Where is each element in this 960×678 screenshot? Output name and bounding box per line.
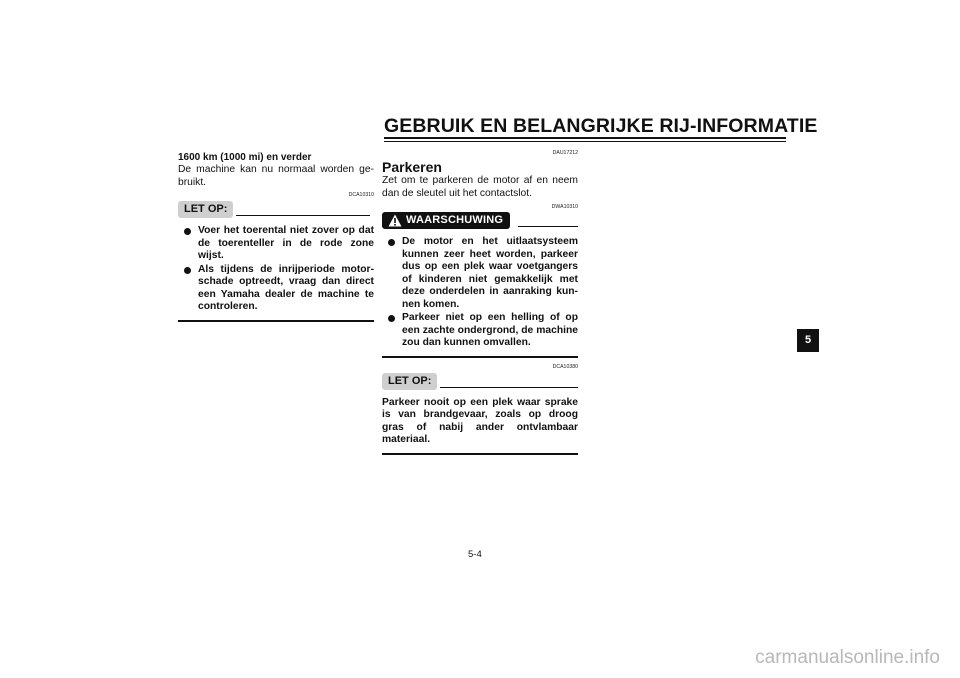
notice-label: LET OP: bbox=[382, 373, 437, 390]
notice-header bbox=[178, 201, 374, 219]
warning-end-rule bbox=[382, 356, 578, 358]
subheading: 1600 km (1000 mi) en verder bbox=[178, 152, 312, 163]
notice-text: Parkeer nooit op een plek waar sprake is van brandgevaar, zoals op droog gras of nabij ander ontvlambaar materiaal. bbox=[382, 396, 578, 445]
list-item: Als tijdens de inrijperiode motor-schade optreedt, vraag dan direct een Yamaha dealer de machine te controleren. bbox=[178, 264, 374, 314]
list-item: Parkeer niet op een helling of op een zachte ondergrond, de machine zou dan kunnen omvallen. bbox=[382, 312, 578, 350]
notice-list bbox=[178, 225, 374, 314]
warning-header-line bbox=[518, 226, 578, 227]
left-column bbox=[178, 150, 374, 322]
notice-label: LET OP: bbox=[178, 201, 233, 218]
reference-code: DCA10310 bbox=[348, 192, 374, 198]
notice-header bbox=[382, 373, 578, 391]
paragraph: De machine kan nu normaal worden ge-bruikt. bbox=[178, 164, 374, 188]
warning-label-box bbox=[382, 212, 510, 229]
warning-code: DWA10310 bbox=[551, 204, 578, 210]
section-title: Parkeren bbox=[382, 159, 442, 175]
notice-header-line bbox=[236, 215, 370, 216]
header-rule bbox=[384, 137, 786, 139]
warning-header bbox=[382, 212, 578, 230]
bullet-icon bbox=[388, 315, 395, 322]
watermark: carmanualsonline.info bbox=[755, 647, 940, 668]
notice-end-rule bbox=[382, 453, 578, 455]
page-number: 5-4 bbox=[468, 549, 482, 560]
list-item: Voer het toerental niet zover op dat de toerenteller in de rode zone wijst. bbox=[178, 225, 374, 263]
page-header-title: GEBRUIK EN BELANGRIJKE RIJ-INFORMATIE bbox=[384, 115, 818, 137]
notice-end-rule bbox=[178, 320, 374, 322]
list-item: De motor en het uitlaatsysteem kunnen zeer heet worden, parkeer dus op een plek waar voetgangers of kinderen niet gemakkelijk met deze onderdelen in aanraking kun-nen komen. bbox=[382, 236, 578, 311]
header-rule-thin bbox=[384, 141, 786, 142]
warning-label: WAARSCHUWING bbox=[406, 214, 504, 226]
notice-header-line bbox=[440, 387, 578, 388]
chapter-tab: 5 bbox=[797, 329, 819, 352]
notice-code: DCA10380 bbox=[552, 363, 578, 370]
bullet-icon bbox=[184, 267, 191, 274]
paragraph: Zet om te parkeren de motor af en neem dan de sleutel uit het contactslot. bbox=[382, 175, 578, 199]
warning-list bbox=[382, 236, 578, 350]
bullet-icon bbox=[388, 239, 395, 246]
right-column bbox=[382, 150, 578, 455]
section-code: DAU17212 bbox=[552, 150, 578, 156]
warning-triangle-icon bbox=[388, 214, 402, 227]
bullet-icon bbox=[184, 228, 191, 235]
